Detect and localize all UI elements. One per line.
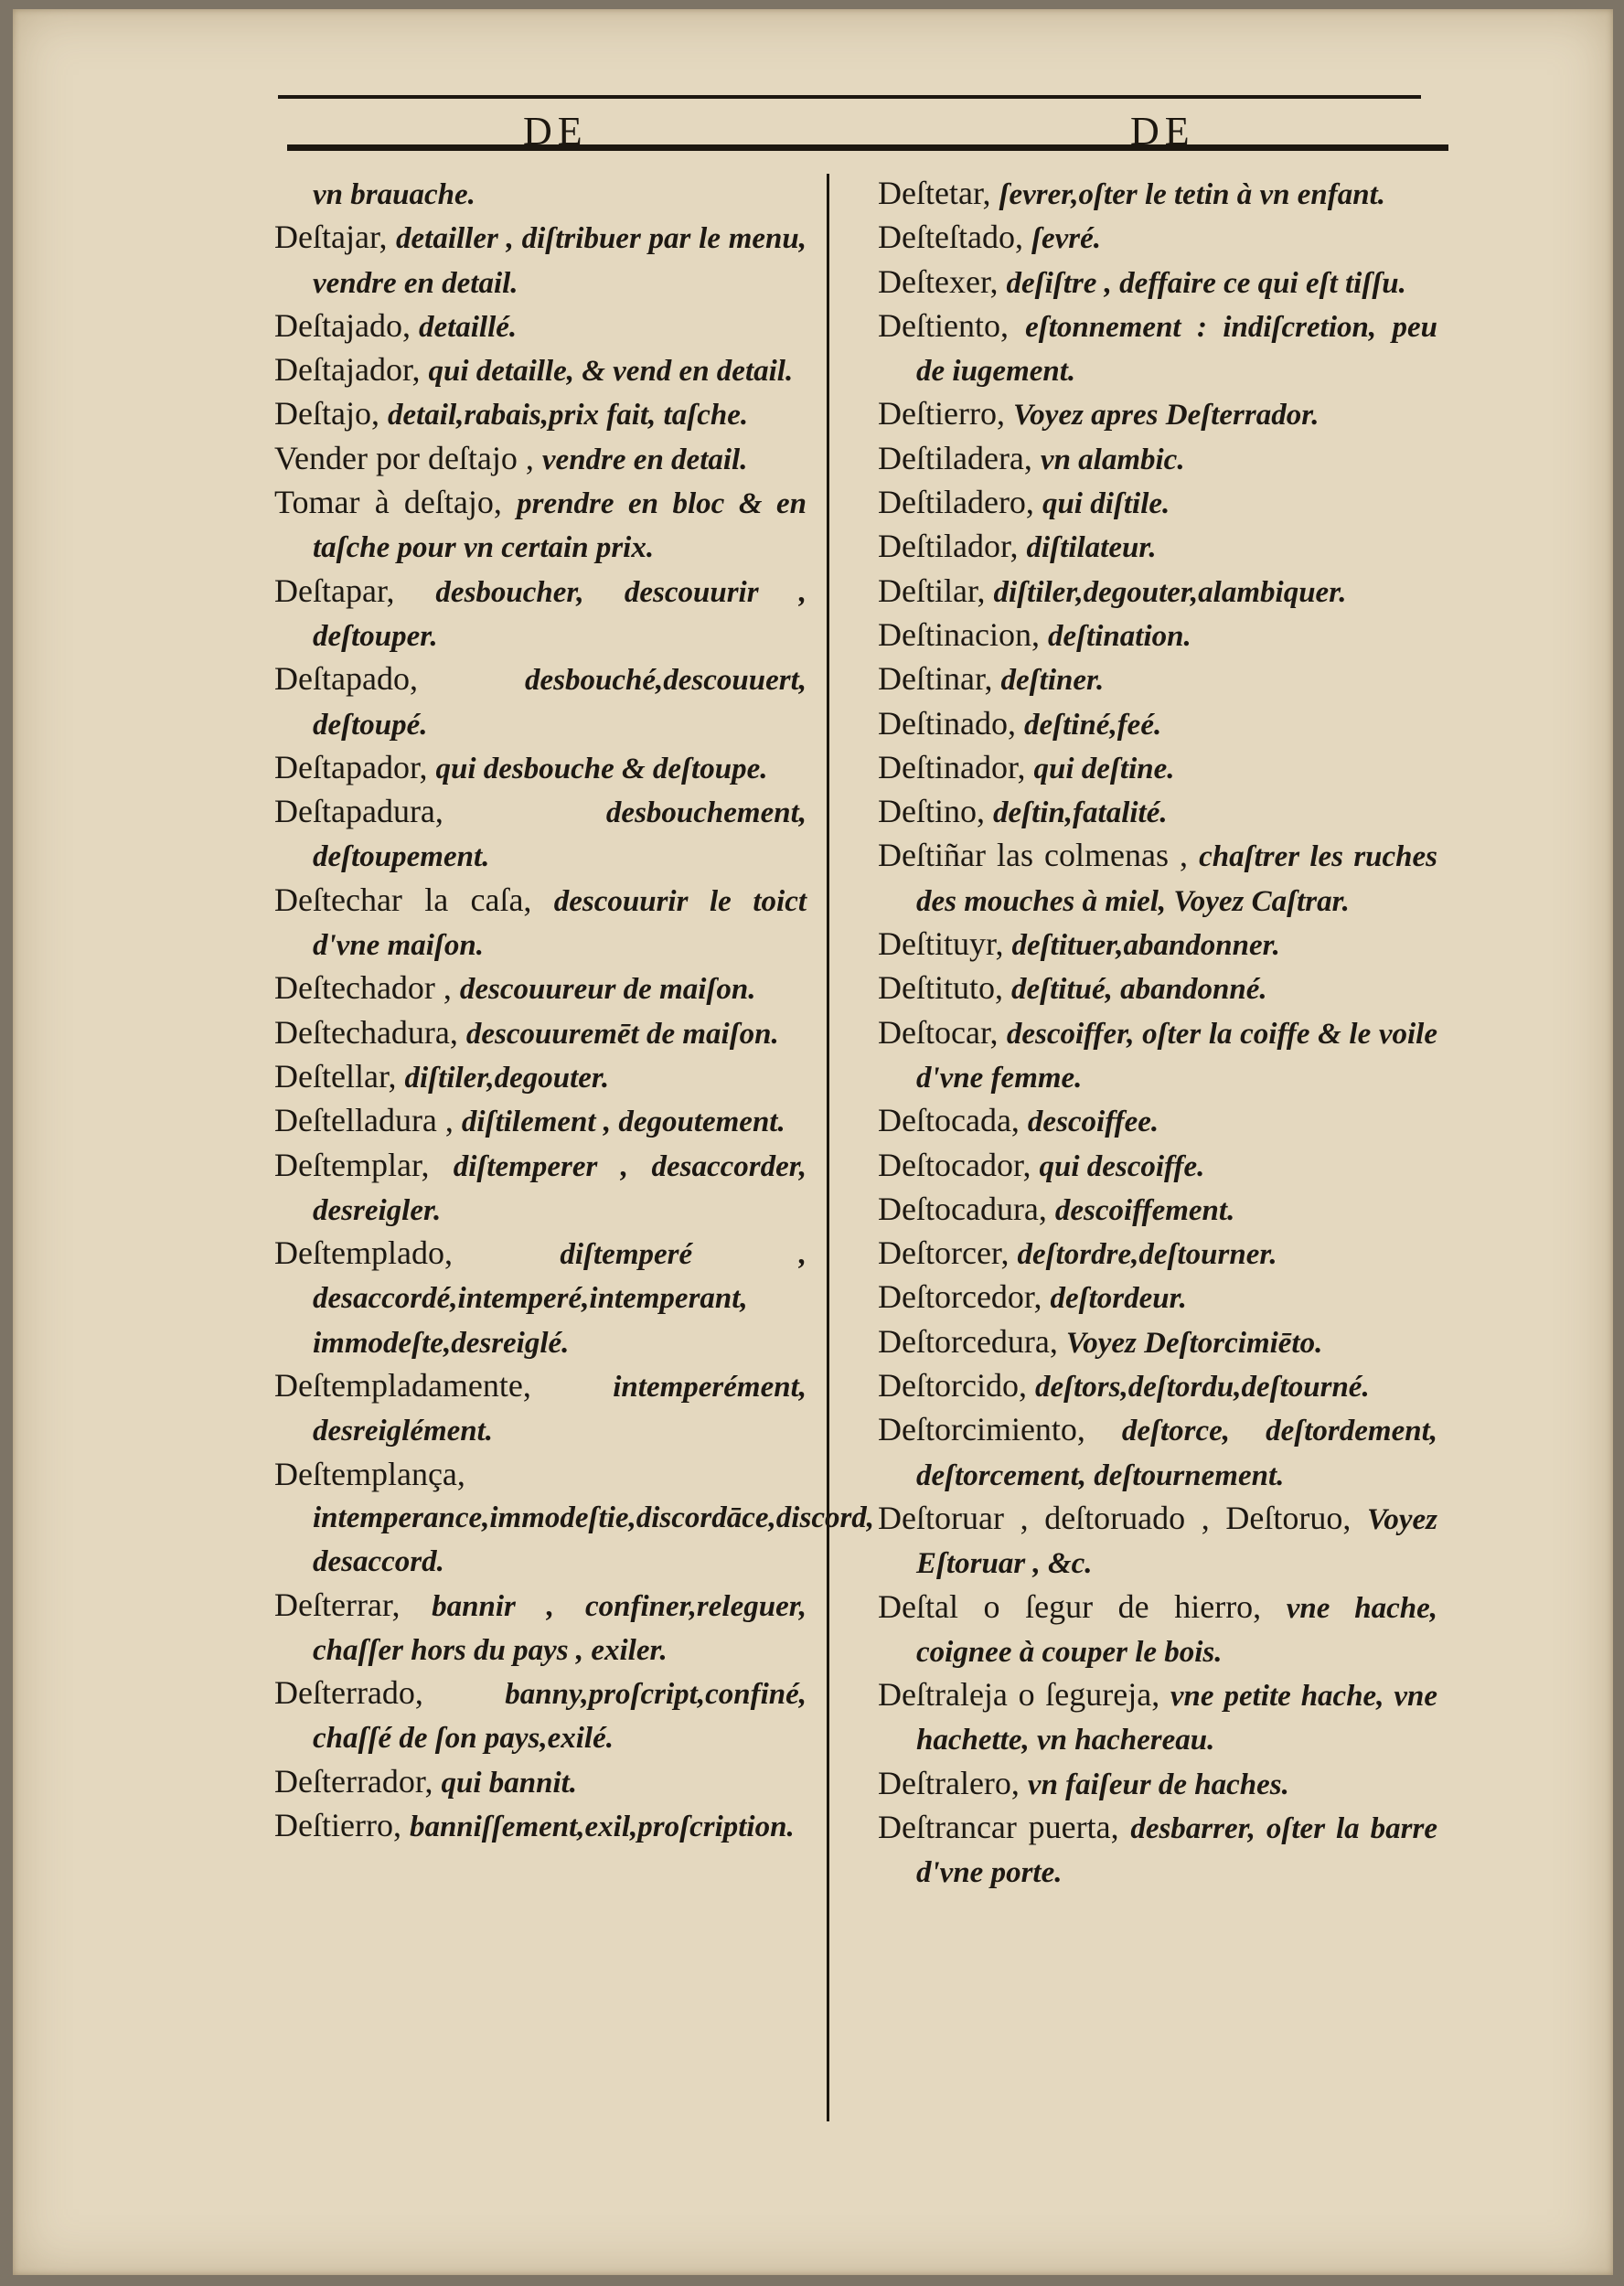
dictionary-entry bbox=[274, 437, 807, 481]
entry-headword: Deſterrador, bbox=[274, 1762, 433, 1800]
entry-definition: descoiffer, oſter la coiffe & le voile d'vne femme. bbox=[916, 1017, 1437, 1095]
entry-definition: deſtin,fatalité. bbox=[992, 796, 1168, 830]
entry-definition: diſtemperer , desaccorder, desreigler. bbox=[313, 1149, 807, 1227]
entry-definition: desbouchement, deſtoupement. bbox=[313, 796, 807, 874]
entry-definition: chaſtrer les ruches des mouches à miel, Voyez Caſtrar. bbox=[916, 840, 1437, 918]
entry-definition: descoiffee. bbox=[1027, 1106, 1159, 1139]
dictionary-entry bbox=[878, 1144, 1437, 1188]
entry-headword: Deſtempladamente, bbox=[274, 1367, 531, 1405]
entry-definition: qui diſtile. bbox=[1042, 487, 1170, 521]
entry-definition: deſtitué, abandonné. bbox=[1011, 973, 1267, 1007]
dictionary-entry bbox=[878, 923, 1437, 967]
dictionary-entry bbox=[878, 1320, 1437, 1364]
entry-headword: Deſtocada, bbox=[878, 1102, 1020, 1139]
entry-definition: vne petite hache, vne hachette, vn hachereau. bbox=[916, 1680, 1438, 1757]
entry-headword: Deſtorcedor, bbox=[878, 1278, 1042, 1316]
entry-headword: Deſterrado, bbox=[274, 1674, 423, 1712]
entry-definition: deſtiner. bbox=[1000, 664, 1105, 698]
dictionary-entry bbox=[274, 657, 807, 746]
dictionary-entry bbox=[878, 790, 1437, 834]
entry-headword: Deſtilar, bbox=[878, 572, 986, 609]
dictionary-entry bbox=[274, 967, 807, 1010]
entry-headword: Deſtajado, bbox=[274, 306, 411, 344]
entry-headword: Deſtexer, bbox=[878, 262, 999, 300]
dictionary-entry bbox=[878, 1408, 1437, 1497]
entry-definition: descouurir le toict d'vne maiſon. bbox=[313, 884, 807, 963]
dictionary-entry bbox=[878, 1586, 1437, 1674]
entry-definition: descoiffement. bbox=[1054, 1193, 1235, 1227]
dictionary-entry bbox=[274, 1584, 807, 1672]
entry-definition: deſtituer,abandonner. bbox=[1011, 929, 1280, 963]
entry-definition: detail,rabais,prix fait, taſche. bbox=[387, 399, 749, 433]
right-running-head: DE bbox=[1130, 109, 1195, 154]
entry-definition: desbouché,descouuert, deſtoupé. bbox=[313, 664, 807, 742]
entry-definition: vendre en detail. bbox=[541, 443, 748, 476]
dictionary-entry bbox=[274, 348, 807, 392]
entry-headword: Deſtoruar , deſtoruado , Deſtoruo, bbox=[878, 1499, 1352, 1536]
dictionary-entry bbox=[274, 746, 807, 790]
dictionary-entry bbox=[878, 1364, 1437, 1408]
entry-headword: Deſtorcido, bbox=[878, 1367, 1027, 1405]
entry-definition: deſtination. bbox=[1047, 619, 1191, 653]
dictionary-entry bbox=[878, 1673, 1437, 1762]
dictionary-entry bbox=[878, 1497, 1437, 1586]
entry-headword: Deſtajador, bbox=[274, 351, 421, 389]
entry-definition: descouuremēt de maiſon. bbox=[465, 1017, 779, 1051]
column-divider bbox=[827, 174, 829, 2121]
entry-definition: deſtordre,deſtourner. bbox=[1017, 1238, 1277, 1272]
dictionary-entry bbox=[878, 261, 1437, 304]
entry-headword: Deſtapar, bbox=[274, 572, 395, 609]
entry-headword: Deſtiladero, bbox=[878, 484, 1034, 521]
entry-headword: Deſtapador, bbox=[274, 748, 428, 785]
entry-definition: desbarrer, oſter la barre d'vne porte. bbox=[916, 1811, 1437, 1890]
entry-definition: ſevré. bbox=[1031, 222, 1101, 256]
entry-definition: Voyez Deſtorcimiēto. bbox=[1065, 1326, 1323, 1360]
entry-definition: detaillé. bbox=[418, 310, 518, 344]
left-column bbox=[274, 172, 875, 1848]
dictionary-entry bbox=[878, 481, 1437, 525]
entry-definition: bannir , confiner,releguer, chaſſer hors du pays , exiler. bbox=[313, 1589, 807, 1667]
entry-definition: deſtorce, deſtordement, deſtorcement, deſtournement. bbox=[916, 1415, 1438, 1492]
entry-headword: Deſtellar, bbox=[274, 1057, 397, 1095]
entry-definition: diſtemperé , desaccordé,intemperé,intemperant, immodeſte,desreiglé. bbox=[313, 1238, 807, 1360]
dictionary-entry bbox=[274, 216, 807, 304]
entry-headword: Deſtiento, bbox=[878, 306, 1009, 344]
entry-definition: diſtilateur. bbox=[1026, 531, 1157, 565]
entry-headword: Deſtinar, bbox=[878, 660, 993, 698]
entry-headword: Deſtechadura, bbox=[274, 1013, 458, 1051]
entry-headword: Deſtinador, bbox=[878, 748, 1026, 785]
dictionary-entry bbox=[274, 1804, 807, 1848]
entry-definition: banny,proſcript,confiné, chaſſé de ſon pays,exilé. bbox=[313, 1678, 807, 1756]
dictionary-entry bbox=[274, 1011, 807, 1055]
entry-definition: prendre en bloc & en taſche pour vn certain prix. bbox=[313, 487, 807, 565]
dictionary-entry bbox=[878, 1276, 1437, 1319]
entry-definition: vn alambic. bbox=[1040, 443, 1185, 476]
entry-headword: Deſtinado, bbox=[878, 704, 1016, 742]
dictionary-entry bbox=[878, 657, 1437, 701]
dictionary-entry bbox=[274, 1144, 807, 1233]
entry-headword: Deſtierro, bbox=[274, 1806, 401, 1843]
dictionary-entry bbox=[878, 1011, 1437, 1100]
entry-headword: Deſtilador, bbox=[878, 528, 1019, 565]
entry-headword: Deſtapadura, bbox=[274, 793, 443, 830]
entry-definition: qui bannit. bbox=[441, 1766, 578, 1800]
dictionary-entry bbox=[878, 1188, 1437, 1232]
entry-headword: Deſteſtado, bbox=[878, 219, 1023, 256]
dictionary-entry bbox=[274, 1099, 807, 1143]
entry-headword: Deſtajar, bbox=[274, 219, 388, 256]
entry-headword: Deſtemplado, bbox=[274, 1234, 453, 1272]
dictionary-entry bbox=[274, 172, 807, 216]
entry-definition: deſiſtre , deffaire ce qui eſt tiſſu. bbox=[1006, 266, 1406, 300]
entry-headword: Deſtocar, bbox=[878, 1013, 999, 1051]
entry-definition: diſtiler,degouter,alambiquer. bbox=[993, 575, 1347, 609]
dictionary-entry bbox=[274, 1232, 807, 1364]
dictionary-entry bbox=[274, 1453, 875, 1584]
entry-definition: diſtiler,degouter. bbox=[404, 1061, 610, 1095]
entry-definition: qui deſtine. bbox=[1033, 752, 1175, 785]
dictionary-entry bbox=[878, 304, 1437, 393]
dictionary-entry bbox=[274, 879, 807, 967]
entry-definition: detailler , diſtribuer par le menu, vendre en detail. bbox=[313, 222, 807, 300]
dictionary-entry bbox=[274, 481, 807, 570]
dictionary-entry bbox=[878, 1232, 1437, 1276]
entry-headword: Deſtraleja o ſegureja, bbox=[878, 1676, 1160, 1714]
entry-definition: banniſſement,exil,proſcription. bbox=[409, 1810, 795, 1843]
entry-headword: Deſtiladera, bbox=[878, 439, 1032, 476]
dictionary-entry bbox=[878, 437, 1437, 481]
dictionary-entry bbox=[878, 967, 1437, 1010]
dictionary-entry bbox=[878, 392, 1437, 436]
entry-definition: qui detaille, & vend en detail. bbox=[428, 355, 794, 389]
dictionary-entry bbox=[274, 1055, 807, 1099]
entry-headword: Deſtierro, bbox=[878, 395, 1005, 433]
right-column bbox=[878, 172, 1437, 1895]
entry-headword: Deſtinacion, bbox=[878, 615, 1040, 653]
entry-definition: ſevrer,oſter le tetin à vn enfant. bbox=[999, 178, 1386, 211]
entry-definition: vn brauache. bbox=[313, 178, 475, 211]
entry-headword: Deſtituto, bbox=[878, 969, 1003, 1007]
dictionary-entry bbox=[878, 1806, 1437, 1895]
left-running-head: DE bbox=[523, 109, 588, 154]
entry-definition: Voyez Eſtoruar , &c. bbox=[916, 1502, 1438, 1581]
entry-headword: Tomar à deſtajo, bbox=[274, 484, 502, 521]
entry-headword: Deſtelladura , bbox=[274, 1102, 454, 1139]
entry-definition: deſtordeur. bbox=[1050, 1282, 1187, 1316]
entry-definition: vn faiſeur de haches. bbox=[1027, 1768, 1289, 1801]
dictionary-entry bbox=[274, 1672, 807, 1760]
entry-definition: vne hache, coignee à couper le bois. bbox=[916, 1591, 1437, 1669]
top-rule bbox=[278, 95, 1421, 99]
entry-headword: Deſtiñar las colmenas , bbox=[878, 837, 1189, 874]
dictionary-entry bbox=[878, 1762, 1437, 1806]
entry-headword: Deſtechar la caſa, bbox=[274, 881, 532, 918]
entry-headword: Deſtetar, bbox=[878, 175, 991, 211]
entry-headword: Deſtemplança, bbox=[274, 1455, 465, 1492]
entry-definition: diſtilement , degoutement. bbox=[461, 1106, 785, 1139]
entry-headword: Deſtorcer, bbox=[878, 1234, 1010, 1272]
header-rule bbox=[287, 144, 1448, 151]
entry-headword: Deſtocadura, bbox=[878, 1190, 1047, 1227]
dictionary-entry bbox=[274, 392, 807, 436]
dictionary-entry bbox=[274, 570, 807, 658]
dictionary-entry bbox=[878, 834, 1437, 923]
entry-definition: eſtonnement : indiſcretion, peu de iugement. bbox=[916, 310, 1437, 389]
dictionary-entry bbox=[878, 216, 1437, 260]
entry-definition: descouureur de maiſon. bbox=[459, 973, 756, 1007]
entry-headword: Deſtrancar puerta, bbox=[878, 1808, 1119, 1845]
entry-headword: Deſtajo, bbox=[274, 395, 379, 433]
entry-headword: Vender por deſtajo , bbox=[274, 439, 534, 476]
entry-definition: deſtiné,feé. bbox=[1023, 708, 1162, 742]
entry-headword: Deſtal o ſegur de hierro, bbox=[878, 1587, 1262, 1625]
dictionary-entry bbox=[878, 172, 1437, 216]
dictionary-entry bbox=[878, 702, 1437, 746]
entry-headword: Deſtralero, bbox=[878, 1764, 1020, 1801]
entry-definition: intemperance,immodeſtie,discordāce,discord, desaccord. bbox=[313, 1501, 875, 1579]
entry-headword: Deſterrar, bbox=[274, 1586, 401, 1623]
dictionary-entry bbox=[274, 1364, 807, 1453]
entry-headword: Deſtino, bbox=[878, 793, 985, 830]
entry-definition: qui descoiffe. bbox=[1039, 1149, 1205, 1183]
entry-definition: qui desbouche & deſtoupe. bbox=[435, 752, 768, 785]
dictionary-entry bbox=[878, 570, 1437, 614]
dictionary-entry bbox=[274, 790, 807, 879]
dictionary-entry bbox=[274, 304, 807, 348]
dictionary-entry bbox=[878, 614, 1437, 657]
entry-headword: Deſtituyr, bbox=[878, 925, 1004, 963]
entry-headword: Deſtemplar, bbox=[274, 1146, 430, 1183]
entry-definition: intemperément, desreiglément. bbox=[313, 1371, 807, 1448]
entry-definition: desboucher, descouurir , deſtouper. bbox=[313, 575, 807, 653]
entry-headword: Deſtapado, bbox=[274, 660, 418, 698]
dictionary-entry bbox=[878, 1099, 1437, 1143]
entry-headword: Deſtorcedura, bbox=[878, 1322, 1058, 1360]
dictionary-entry bbox=[878, 746, 1437, 790]
entry-definition: Voyez apres Deſterrador. bbox=[1012, 399, 1320, 433]
dictionary-page bbox=[13, 9, 1613, 2275]
dictionary-entry bbox=[878, 525, 1437, 569]
entry-headword: Deſtechador , bbox=[274, 969, 452, 1007]
entry-headword: Deſtorcimiento, bbox=[878, 1411, 1085, 1448]
dictionary-entry bbox=[274, 1760, 807, 1804]
entry-headword: Deſtocador, bbox=[878, 1146, 1031, 1183]
entry-definition: deſtors,deſtordu,deſtourné. bbox=[1034, 1371, 1370, 1405]
